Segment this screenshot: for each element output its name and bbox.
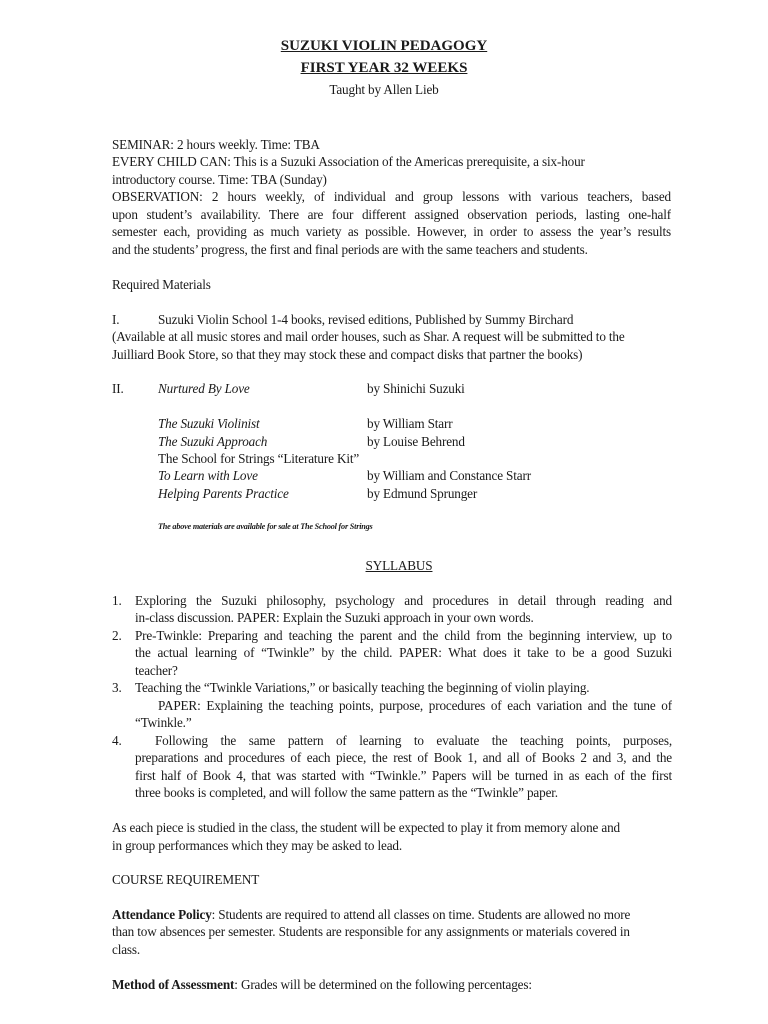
syllabus-item-1-number: 1. — [112, 593, 122, 608]
every-child-line-2: introductory course. Time: TBA (Sunday) — [112, 172, 327, 187]
syllabus-item-3-line-2: PAPER: Explaining the teaching points, purpose, procedures of each variation and the tune of — [158, 698, 672, 713]
performance-paragraph-line-2: in group performances which they may be asked to lead. — [112, 838, 402, 853]
material-1-text: Suzuki Violin School 1-4 books, revised editions, Published by Summy Birchard — [158, 312, 574, 327]
book-title: The School for Strings “Literature Kit” — [158, 451, 360, 466]
book-title: Nurtured By Love — [158, 381, 250, 396]
syllabus-item-2-number: 2. — [112, 628, 122, 643]
syllabus-heading: SYLLABUS — [365, 558, 433, 573]
observation-line-4: and the students’ progress, the first and final periods are with the same teachers and students. — [112, 242, 588, 257]
material-1-note-2: Juilliard Book Store, so that they may stock these and compact disks that partner the books) — [112, 347, 583, 362]
material-2-number: II. — [112, 381, 124, 396]
syllabus-item-2-line-1: Pre-Twinkle: Preparing and teaching the parent and the child from the beginning interview, up to — [135, 628, 672, 643]
required-materials-heading: Required Materials — [112, 277, 211, 292]
attendance-line-1 — [112, 906, 630, 924]
syllabus-item-1-line-1: Exploring the Suzuki philosophy, psychology and procedures in detail through reading and — [135, 593, 672, 608]
book-author: by Shinichi Suzuki — [367, 381, 465, 396]
material-1-note-1: (Available at all music stores and mail order houses, such as Shar. A request will be submitted to the — [112, 329, 625, 344]
observation-line-3: semester each, providing as much variety as possible. However, in order to assess the year’s results — [112, 224, 671, 239]
book-title: The Suzuki Violinist — [158, 416, 260, 431]
syllabus-item-1-line-2: in-class discussion. PAPER: Explain the Suzuki approach in your own words. — [135, 610, 534, 625]
assessment-label: Method of Assessment — [112, 977, 235, 992]
attendance-policy-label: Attendance Policy — [112, 907, 212, 922]
seminar-line: SEMINAR: 2 hours weekly. Time: TBA — [112, 137, 320, 152]
material-1-number: I. — [112, 312, 120, 327]
every-child-line-1: EVERY CHILD CAN: This is a Suzuki Association of the Americas prerequisite, a six-hour — [112, 154, 585, 169]
doc-title: SUZUKI VIOLIN PEDAGOGY — [280, 38, 488, 54]
syllabus-item-4-line-2: preparations and procedures of each piece, the rest of Book 1, and all of Books 2 and 3, and the — [135, 750, 672, 765]
book-author: by Louise Behrend — [367, 434, 465, 449]
syllabus-item-4-line-4: three books is completed, and will follow the same pattern as the “Twinkle” paper. — [135, 785, 558, 800]
syllabus-item-4-line-3: first half of Book 4, that was started with “Twinkle.” Papers will be turned in as each of the first — [135, 768, 672, 783]
instructor-line: Taught by Allen Lieb — [329, 82, 439, 97]
course-requirement-heading: COURSE REQUIREMENT — [112, 872, 260, 887]
syllabus-item-3-line-1: Teaching the “Twinkle Variations,” or basically teaching the beginning of violin playing. — [135, 680, 590, 695]
performance-paragraph-line-1: As each piece is studied in the class, the student will be expected to play it from memory alone and — [112, 820, 620, 835]
syllabus-item-2-line-3: teacher? — [135, 663, 178, 678]
book-author: by William Starr — [367, 416, 453, 431]
book-title: Helping Parents Practice — [158, 486, 289, 501]
book-author: by William and Constance Starr — [367, 468, 531, 483]
observation-line-1: OBSERVATION: 2 hours weekly, of individual and group lessons with various teachers, based — [112, 189, 671, 204]
attendance-policy-text: : Students are required to attend all classes on time. Students are allowed no more — [211, 907, 631, 922]
attendance-line-3: class. — [112, 942, 141, 957]
materials-availability-note: The above materials are available for sale at The School for Strings — [158, 522, 373, 531]
syllabus-item-3-line-3: “Twinkle.” — [135, 715, 192, 730]
syllabus-item-4-number: 4. — [112, 733, 122, 748]
syllabus-item-3-number: 3. — [112, 680, 122, 695]
syllabus-item-4-line-1: Following the same pattern of learning to evaluate the teaching points, purposes, — [155, 733, 672, 748]
syllabus-item-2-line-2: the actual learning of “Twinkle” by the child. PAPER: What does it take to be a good Suzuki — [135, 645, 672, 660]
observation-line-2: upon student’s availability. There are four different assigned observation periods, lasting one-half — [112, 207, 671, 222]
book-title: To Learn with Love — [158, 468, 258, 483]
assessment-text: : Grades will be determined on the following percentages: — [234, 977, 532, 992]
doc-subtitle: FIRST YEAR 32 WEEKS — [300, 60, 468, 76]
assessment-line — [112, 976, 532, 994]
book-author: by Edmund Sprunger — [367, 486, 478, 501]
book-title: The Suzuki Approach — [158, 434, 268, 449]
attendance-line-2: than tow absences per semester. Students are responsible for any assignments or materials covered in — [112, 924, 630, 939]
